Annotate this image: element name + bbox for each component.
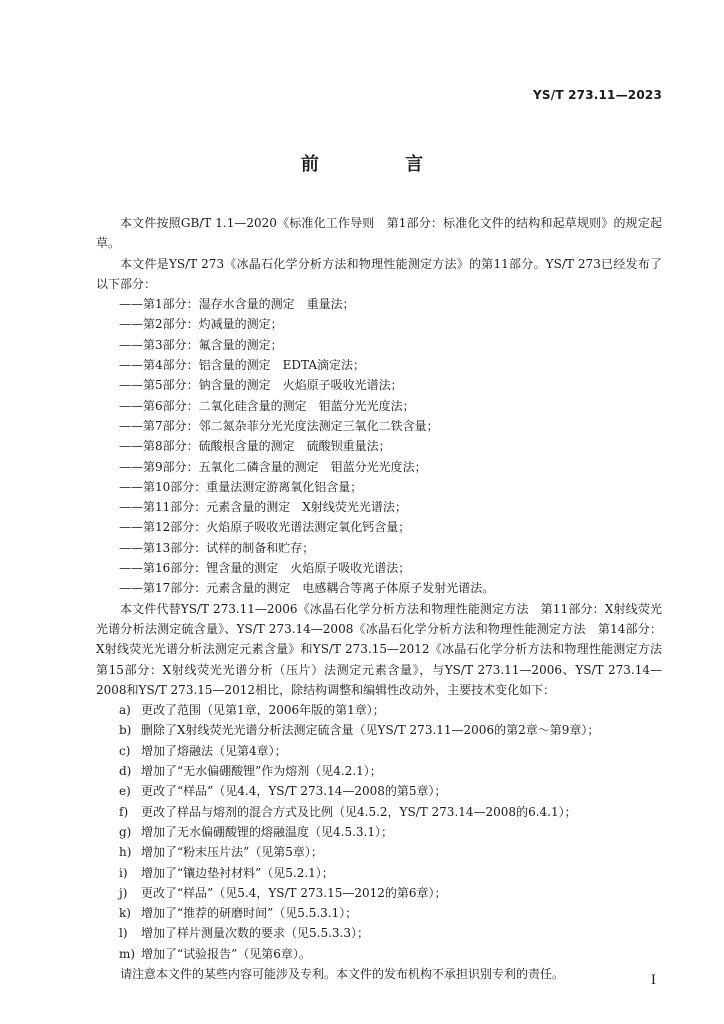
- list-item: ——第9部分：五氧化二磷含量的测定 钼蓝分光光度法；: [119, 459, 427, 474]
- list-item-label: l): [119, 926, 128, 941]
- paragraph-drafting-rules: 本文件按照GB/T 1.1—2020《标准化工作导则 第1部分：标准化文件的结构和起草规则》的规定起草。: [96, 216, 662, 251]
- list-item: [96, 944, 662, 964]
- list-item-text: 增加了无水偏硼酸锂的熔融温度（见4.5.3.1）；: [141, 824, 393, 839]
- list-item: ——第12部分：火焰原子吸收光谱法测定氧化钙含量；: [119, 520, 411, 535]
- list-item: [96, 903, 662, 923]
- list-item-label: m): [119, 946, 136, 961]
- list-item-text: 删除了X射线荧光光谱分析法测定硫含量（见YS/T 273.11—2006的第2章～第9章）；: [141, 723, 600, 738]
- paragraph-patent-notice: 请注意本文件的某些内容可能涉及专利。本文件的发布机构不承担识别专利的责任。: [120, 966, 565, 981]
- list-item-text: 更改了样品与熔剂的混合方式及比例（见4.5.2，YS/T 273.14—2008的6.4.1）；: [141, 804, 577, 819]
- list-item: ——第5部分：钠含量的测定 火焰原子吸收光谱法；: [119, 378, 403, 393]
- list-item: [96, 720, 662, 740]
- standard-number: YS/T 273.11—2023: [533, 88, 662, 102]
- list-item-label: k): [119, 906, 131, 921]
- list-item-label: j): [119, 885, 128, 900]
- list-item: [96, 802, 662, 822]
- changes-list: [96, 700, 662, 964]
- list-item-label: e): [119, 784, 131, 799]
- list-item: ——第10部分：重量法测定游离氧化铝含量；: [119, 479, 363, 494]
- list-item: ——第3部分：氟含量的测定；: [119, 337, 283, 352]
- list-item-text: 更改了范围（见第1章，2006年版的第1章）；: [141, 703, 385, 718]
- list-item: [96, 781, 662, 801]
- list-item: ——第4部分：铝含量的测定 EDTA滴定法；: [119, 358, 366, 373]
- list-item-text: 更改了“样品”（见4.4，YS/T 273.14—2008的第5章）；: [141, 784, 447, 799]
- list-item: [96, 700, 662, 720]
- list-item: ——第1部分：湿存水含量的测定 重量法；: [119, 297, 355, 312]
- list-item-text: 增加了样片测量次数的要求（见5.5.3.3）；: [141, 926, 369, 941]
- list-item-label: b): [119, 723, 132, 738]
- page-title: 前 言: [300, 154, 464, 175]
- list-item-label: f): [119, 804, 129, 819]
- document-body: [96, 213, 675, 984]
- list-item-label: c): [119, 743, 131, 758]
- page-number: I: [650, 973, 656, 988]
- list-item: ——第2部分：灼减量的测定；: [119, 317, 283, 332]
- list-item: [96, 822, 662, 842]
- parts-list: [96, 294, 662, 598]
- list-item: [96, 923, 662, 943]
- list-item: ——第8部分：硫酸根含量的测定 硫酸钡重量法；: [119, 439, 391, 454]
- list-item: [96, 842, 662, 862]
- paragraph-replacement: 本文件代替YS/T 273.11—2006《冰晶石化学分析方法和物理性能测定方法 第11部分：X射线荧光光谱分析法测定硫含量》、YS/T 273.14—2008《冰晶石化学分析方法和物理性能测定方法 第14部分：X射线荧光光谱分析法测定元素含量》和YS/T 273.15—2012《冰晶石化学分析方法和物理性能测定方法 第15部分：X射线荧光光谱分析（压片）法测定元素含量》，与YS/T 273.11—2006、YS/T 273.14—2008和YS/T 273.15—2012相比，除结构调整和编辑性改动外，主要技术变化如下：: [96, 601, 675, 697]
- list-item-text: 增加了“试验报告”（见第6章）。: [141, 946, 311, 961]
- list-item: [96, 741, 662, 761]
- list-item: ——第11部分：元素含量的测定 X射线荧光光谱法；: [119, 500, 407, 515]
- list-item-label: a): [119, 703, 131, 718]
- paragraph-parts-intro: 本文件是YS/T 273《冰晶石化学分析方法和物理性能测定方法》的第11部分。YS/T 273已经发布了以下部分：: [96, 256, 662, 291]
- list-item-text: 增加了“粉末压片法”（见第5章）；: [141, 845, 323, 860]
- list-item: ——第17部分：元素含量的测定 电感耦合等离子体原子发射光谱法。: [119, 581, 495, 596]
- list-item: ——第6部分：二氧化硅含量的测定 钼蓝分光光度法；: [119, 398, 415, 413]
- list-item: [96, 863, 662, 883]
- list-item: ——第16部分：锂含量的测定 火焰原子吸收光谱法；: [119, 561, 411, 576]
- list-item-label: g): [119, 824, 132, 839]
- list-item-label: d): [119, 764, 132, 779]
- list-item: ——第7部分：邻二氮杂菲分光光度法测定三氧化二铁含量；: [119, 418, 439, 433]
- list-item-text: 更改了“样品”（见5.4，YS/T 273.15—2012的第6章）；: [141, 885, 447, 900]
- list-item-text: 增加了“推荐的研磨时间”（见5.5.3.1）；: [141, 906, 358, 921]
- list-item: ——第13部分：试样的制备和贮存；: [119, 540, 315, 555]
- list-item-label: i): [119, 865, 128, 880]
- list-item-text: 增加了“无水偏硼酸锂”作为熔剂（见4.2.1）；: [141, 764, 382, 779]
- list-item-text: 增加了熔融法（见第4章）；: [141, 743, 287, 758]
- list-item: [96, 883, 662, 903]
- list-item-label: h): [119, 845, 132, 860]
- list-item: [96, 761, 662, 781]
- list-item-text: 增加了“镶边垫衬材料”（见5.2.1）；: [141, 865, 334, 880]
